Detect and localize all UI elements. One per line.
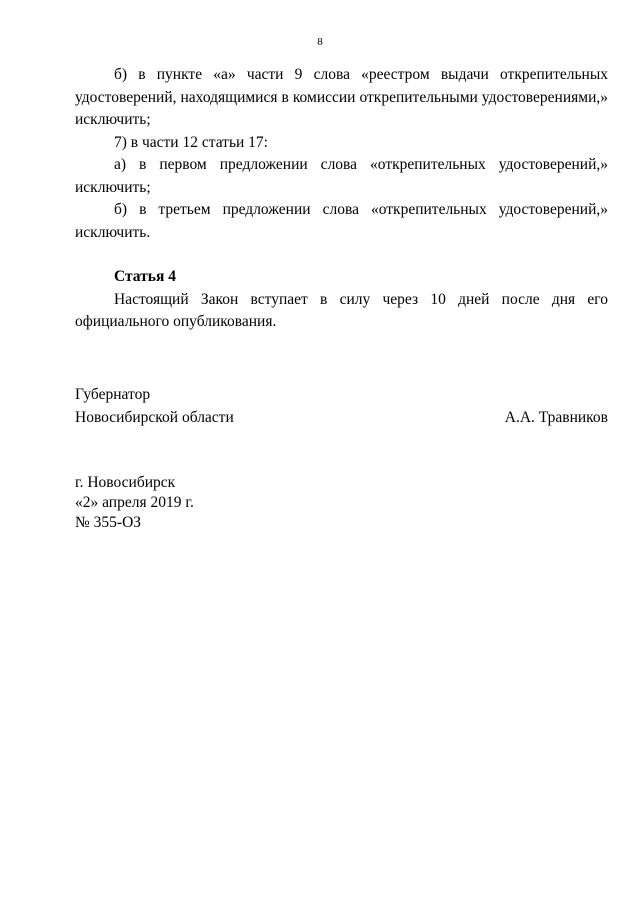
place-date-block [75,473,608,533]
article-heading: Статья 4 [114,268,176,285]
signatory-title-line1: Губернатор [75,386,151,403]
document-body [75,64,608,334]
paragraph-item-7: 7) в части 12 статьи 17: [114,133,268,151]
paragraph-b-third-sentence: б) в третьем предложении слова «открепительных удостоверений,» исключить. [75,201,608,241]
article-text: Настоящий Закон вступает в силу через 10 дней после дня его официального опубликования. [75,290,608,330]
paragraph-b-part-9: б) в пункте «а» части 9 слова «реестром выдачи открепительных удостоверений, находящимися в комиссии открепительными удостоверениями,» исключить; [75,66,608,128]
signatory-name: А.А. Травников [504,408,608,426]
signature-block [75,384,608,429]
paragraph-a-first-sentence: а) в первом предложении слова «открепительных удостоверений,» исключить; [75,156,608,196]
place-city: г. Новосибирск [75,474,176,491]
page-number: 8 [317,36,323,48]
document-number: № 355-ОЗ [75,514,142,531]
document-date: «2» апреля 2019 г. [75,494,194,511]
signatory-title-line2: Новосибирской области [75,408,234,426]
signature-row [75,407,608,430]
